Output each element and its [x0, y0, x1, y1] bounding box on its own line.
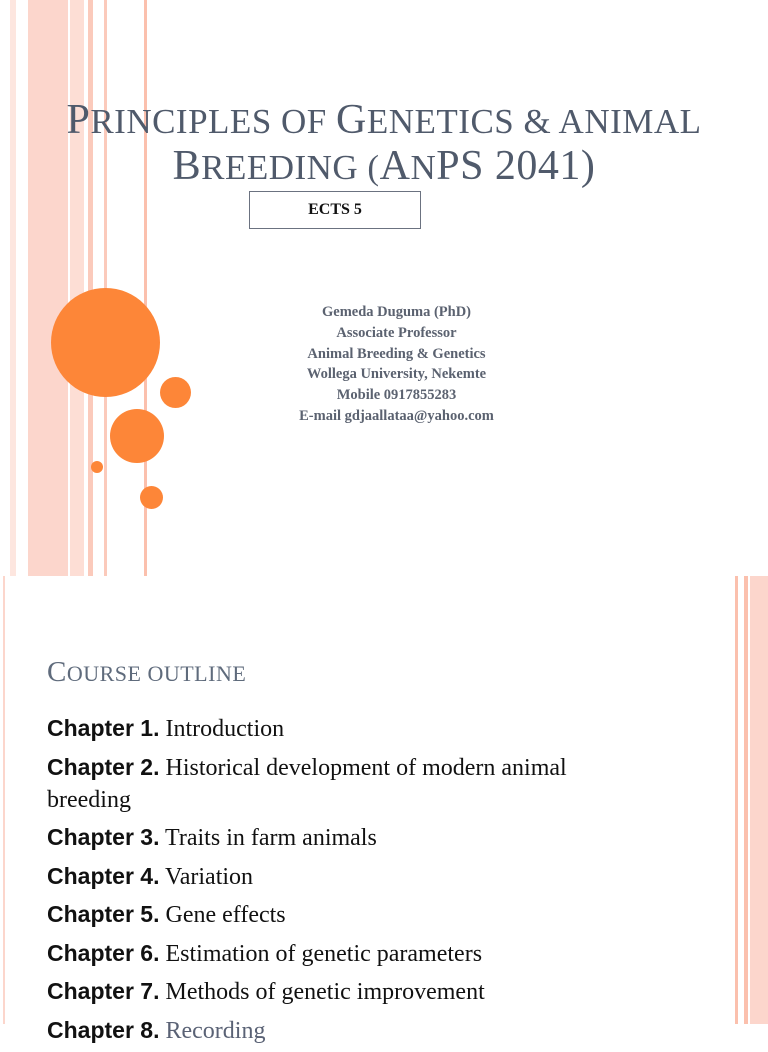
chapter-label: Chapter 8.: [47, 1016, 160, 1043]
chapter-title: Historical development of modern animal breeding: [47, 754, 567, 813]
chapter-item: [47, 937, 647, 970]
chapter-item: [47, 975, 647, 1008]
outline-title: COURSE OUTLINE: [47, 656, 247, 688]
chapter-list: [47, 712, 647, 1052]
chapter-label: Chapter 3.: [47, 824, 160, 850]
author-mobile: Mobile 0917855283: [336, 387, 457, 404]
chapter-title: Variation: [159, 863, 254, 890]
decorative-stripe: [744, 576, 748, 1024]
author-info: [200, 302, 593, 427]
chapter-label: Chapter 6.: [47, 939, 160, 966]
decorative-circle: [140, 486, 163, 509]
decorative-circle: [110, 409, 164, 463]
chapter-title: Methods of genetic improvement: [159, 979, 485, 1005]
author-institution: Wollega University, Nekemte: [306, 366, 487, 383]
decorative-stripe: [3, 576, 5, 1024]
decorative-circle: [91, 461, 103, 473]
chapter-title: Estimation of genetic parameters: [159, 940, 483, 967]
author-department: Animal Breeding & Genetics: [307, 345, 486, 362]
decorative-stripe: [88, 0, 93, 576]
decorative-circle: [51, 288, 160, 397]
chapter-title: Recording: [159, 1017, 266, 1044]
decorative-stripe: [735, 576, 738, 1024]
author-email: E-mail gdjaallataa@yahoo.com: [299, 407, 494, 424]
author-position: Associate Professor: [336, 324, 457, 341]
decorative-stripe: [28, 0, 68, 576]
chapter-label: Chapter 1.: [47, 715, 160, 741]
chapter-title: Gene effects: [159, 902, 286, 928]
decorative-stripe: [750, 576, 768, 1024]
chapter-label: Chapter 4.: [47, 862, 160, 889]
title-line-1: PRINCIPLES OF GENETICS & ANIMAL: [66, 97, 702, 143]
decorative-stripe: [70, 0, 84, 576]
chapter-item: [47, 821, 647, 854]
chapter-label: Chapter 7.: [47, 978, 160, 1004]
slide-title: [0, 98, 768, 190]
chapter-item: [47, 751, 647, 816]
chapter-title: Traits in farm animals: [159, 825, 377, 851]
chapter-label: Chapter 5.: [47, 901, 160, 927]
author-name: Gemeda Duguma (PhD): [321, 304, 472, 320]
title-line-2: BREEDING (ANPS 2041): [172, 143, 596, 189]
chapter-title: Introduction: [159, 716, 285, 742]
ects-box: ECTS 5: [249, 191, 421, 229]
chapter-item: [47, 860, 647, 893]
chapter-item: [47, 898, 647, 931]
chapter-label: Chapter 2.: [47, 753, 160, 780]
decorative-circle: [160, 377, 191, 408]
decorative-stripe: [10, 0, 16, 576]
chapter-item: [47, 1014, 647, 1047]
chapter-item: [47, 712, 647, 745]
